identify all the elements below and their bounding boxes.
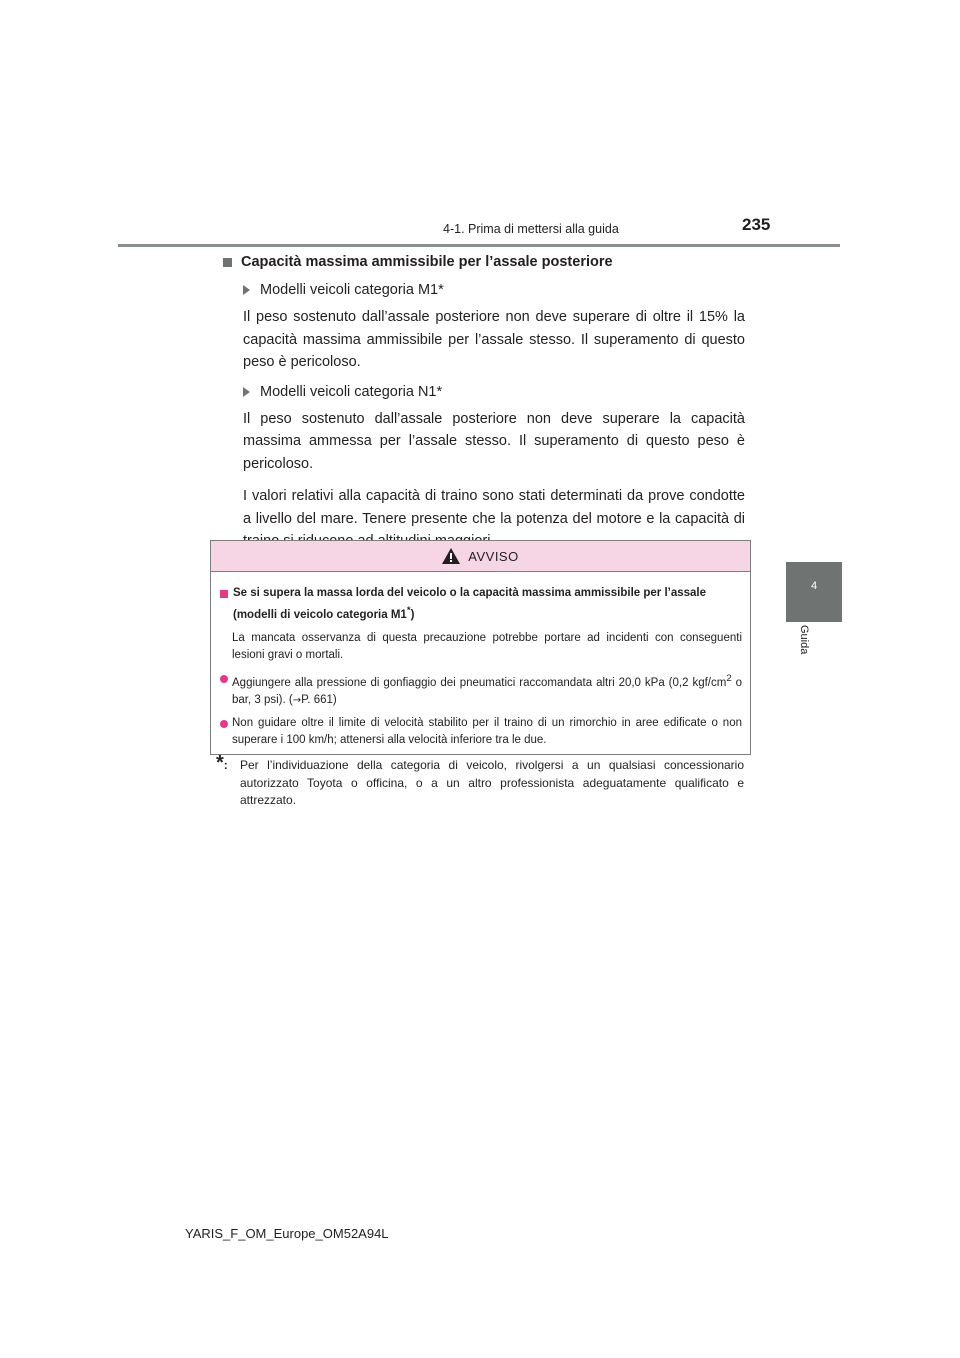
paragraph-n1: Il peso sostenuto dall’assale posteriore non deve superare la capacità massima ammessa per l’assale stesso. Il superamento di questo peso è pericoloso.: [243, 410, 745, 472]
pressure-text-b: o bar, 3 psi). (: [232, 676, 743, 706]
section-heading-text: Capacità massima ammissibile per l’assale posteriore: [241, 254, 613, 270]
footnote: [216, 752, 744, 810]
warning-title: [220, 585, 742, 624]
header-section-title: 4-1. Prima di mettersi alla guida: [443, 222, 619, 236]
warning-item-pressure: [220, 670, 742, 709]
warning-triangle-icon: [442, 548, 460, 564]
pink-dot-bullet-icon: [220, 675, 228, 683]
warning-item-pressure-text: [232, 670, 742, 709]
pressure-sup: 2: [726, 672, 732, 684]
bullet-n1-text: Modelli veicoli categoria N1*: [260, 383, 443, 400]
footnote-star: *: [216, 752, 224, 774]
warning-body: [211, 572, 750, 749]
arrow-right-icon: →: [292, 694, 302, 706]
bullet-n1: [243, 384, 745, 400]
bullet-m1-text: Modelli veicoli categoria M1*: [260, 282, 444, 298]
warning-label: AVVISO: [468, 548, 519, 564]
footnote-colon: :: [223, 758, 228, 772]
bullet-m1: [243, 282, 745, 298]
main-content: [223, 254, 745, 563]
warning-box: [210, 540, 751, 755]
warning-item-speed-text: Non guidare oltre il limite di velocità stabilito per il traino di un rimorchio in aree edificate o non superare i 100 km/h; attenersi alla velocità inferiore tra le due.: [232, 716, 742, 746]
warning-title-main: Se si supera la massa lorda del veicolo o la capacità massima ammissibile per l’assale (modelli di veicolo categoria M1: [233, 587, 707, 621]
footnote-text: Per l’individuazione della categoria di veicolo, rivolgersi a un qualsiasi concessionario autorizzato Toyota o officina, o a un altro professionista adeguatamente qualificato e attrezzato.: [240, 758, 744, 807]
pink-dot-bullet-icon: [220, 720, 228, 728]
pressure-text-a: Aggiungere alla pressione di gonfiaggio dei pneumatici raccomandata altri 20,0 kPa (0,2 kgf/cm: [232, 676, 727, 689]
warning-title-star: *: [406, 605, 411, 616]
warning-header: [211, 541, 750, 572]
warning-title-end: ): [410, 608, 415, 621]
pink-square-bullet-icon: [220, 590, 228, 598]
paragraph-m1: Il peso sostenuto dall’assale posteriore non deve superare di oltre il 15% la capacità massima ammissibile per l’assale stesso. Il superamento di questo peso è pericoloso.: [243, 309, 745, 370]
chapter-tab-label: [792, 625, 832, 675]
header-rule: [118, 244, 840, 247]
footer-doc-id: YARIS_F_OM_Europe_OM52A94L: [185, 1226, 389, 1241]
page-reference-link[interactable]: P. 661): [301, 693, 337, 706]
chapter-tab: [786, 562, 842, 622]
warning-text: La mancata osservanza di questa precauzione potrebbe portare ad incidenti con conseguenti lesioni gravi o mortali.: [232, 631, 742, 661]
chapter-tab-number: 4: [810, 580, 818, 592]
warning-item-speed: [220, 715, 742, 749]
triangle-bullet-icon: [243, 285, 250, 295]
page-number: 235: [742, 215, 771, 234]
chapter-tab-label-text: Guida: [798, 625, 810, 655]
paragraph-towing: I valori relativi alla capacità di traino sono stati determinati da prove condotte a livello del mare. Tenere presente che la potenza del motore e la capacità di: [243, 488, 745, 527]
footnote-mark: [216, 752, 240, 810]
triangle-bullet-icon: [243, 387, 250, 397]
warning-title-text: [233, 585, 742, 624]
square-bullet-icon: [223, 258, 232, 267]
section-heading: [223, 254, 745, 270]
